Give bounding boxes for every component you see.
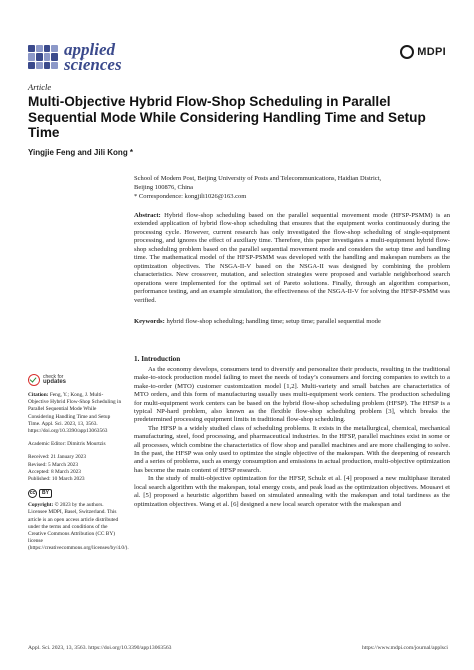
publisher-name: MDPI <box>417 46 446 58</box>
affiliation <box>134 175 454 201</box>
abstract <box>134 212 450 305</box>
journal-logo-icon <box>28 45 58 69</box>
received-date: Received: 21 January 2023 <box>28 454 87 461</box>
copyright-label: Copyright: <box>28 502 54 509</box>
body-paragraph-3: In the study of multi-objective optimization for the HFSP, Schulz et al. [4] proposed a new multiphase iterated local search algorithm with the makespan, total energy costs, and peak load as the optimization objectives. Mousavi et al. [5] proposed a heuristic algorithm based on simulated annealing with the makespan and total tardiness as the optimization objectives. Wang et al. [6] designed a new local search operator with the makespan and <box>134 475 450 508</box>
check-for-updates-badge[interactable] <box>28 374 66 386</box>
copyright-text: © 2023 by the authors. Licensee MDPI, Basel, Switzerland. This article is an open access article distributed under the terms and conditions of the Creative Commons Attribution (CC BY) license (https://creativecommons.org/licenses/by/4.0/). <box>28 502 129 552</box>
affiliation-line1: School of Modern Post, Beijing University of Posts and Telecommunications, Haidian District, <box>134 175 382 182</box>
affiliation-line2: Beijing 100876, China <box>134 183 194 191</box>
copyright-block <box>28 502 129 552</box>
accepted-date: Accepted: 8 March 2023 <box>28 468 81 475</box>
revised-date: Revised: 5 March 2023 <box>28 461 79 468</box>
check-updates-line2: updates <box>43 379 67 385</box>
body-paragraph-2: The HFSP is a widely studied class of scheduling problems. It exists in the metallurgical, chemical, mechanical manufacturing, steel, food processing, and pharmaceutical industries. In the HFSP, parallel machines exist in some or all processes, which combine the characteristics of flow shop and parallel machines and are more challenging to solve. In the past, the HFSP was only used to optimize the single objective of the makespan. With the deepening of research and a series of problems, such as energy consumption and emissions in actual production, multi-objective optimization has become the main content of HFSP research. <box>134 424 450 474</box>
abstract-text: Hybrid flow-shop scheduling based on the parallel sequential movement mode (HFSP-PSMM) is an extended application of hybrid flow-shop scheduling that ensures that the equipment works continuously during the processing cycle. However, current research has only investigated the flow-shop scheduling of single-equipment processing, and ignores the effect of auxiliary time. Therefore, this paper investigates a multi-equipment hybrid flow-shop scheduling problem based on the parallel sequential movement mode and considers the setup time and handling time. The mathematical model of the HFSP-PSMM was developed with the handling and makespan numbers as the optimization objectives. The NSGA-II-V based on the NSGA-II was designed by combining the problem characteristics. New crossover, mutation, and selection strategies were proposed and variable neighborhood search operations were implemented for the optimal set of Pareto solutions. Finally, through an algorithm comparison, performance testing, and an example simulation, the effectiveness of the NSGA-II-V for solving the HFSP-PSMM was verified. <box>134 212 450 304</box>
check-updates-line1: check for <box>43 373 64 380</box>
authors: Yingjie Feng and Jili Kong * <box>28 148 134 157</box>
section-body <box>134 366 450 509</box>
journal-name-line1: applied <box>64 40 115 59</box>
page-footer <box>28 645 448 651</box>
publisher-logo[interactable] <box>400 45 446 59</box>
cc-by-license-icon[interactable] <box>28 489 123 498</box>
dates-block <box>28 454 123 483</box>
journal-logo[interactable] <box>28 42 122 72</box>
paper-title: Multi-Objective Hybrid Flow-Shop Scheduling in Parallel Sequential Mode While Considering Handling Time and Setup Time <box>28 94 426 140</box>
published-date: Published: 10 March 2023 <box>28 476 85 483</box>
article-sidebar <box>28 392 129 559</box>
body-paragraph-1: As the economy develops, consumers tend to diversify and personalize their products, resulting in the traditional make-to-stock production model failing to meet the needs of today’s consumers and forcing companies to switch to a make-to-order (MTO) customer customization model [1,2]. Multi-variety and small batches are characteristics of MTO orders, and this form of manufacturing usually uses multi-equipment work centers. The production scheduling for multi-equipment work centers can be based on the hybrid flow-shop scheduling problem (HFSP). The HFSP is a typical NP-hard problem, also known as the flexible flow-shop scheduling problem [3], which breaks the predetermined processing equipment limits in traditional flow-shop scheduling. <box>134 366 450 424</box>
mdpi-circle-icon <box>400 45 414 59</box>
journal-name-line2: sciences <box>64 55 122 74</box>
keywords-label: Keywords: <box>134 318 165 325</box>
keywords-text: hybrid flow-shop scheduling; handling time; setup time; parallel sequential mode <box>166 318 381 325</box>
by-icon: BY <box>39 489 52 498</box>
correspondence[interactable]: * Correspondence: kongjili1026@163.com <box>134 192 247 200</box>
editor-block: Academic Editor: Dimitris Mourtzis <box>28 441 106 448</box>
article-type: Article <box>28 82 52 92</box>
check-updates-text <box>43 375 66 386</box>
journal-name <box>64 42 122 72</box>
citation-label: Citation: <box>28 392 49 398</box>
citation-text[interactable]: Feng, Y.; Kong, J. Multi-Objective Hybrid Flow-Shop Scheduling in Parallel Sequential Mode While Considering Handling Time and Setup Time. Appl. Sci. 2023, 13, 3563. https://doi.org/10.3390/app13063563 <box>28 392 122 435</box>
section-heading: 1. Introduction <box>134 355 181 363</box>
citation-block <box>28 392 123 435</box>
cc-icon: cc <box>29 490 36 497</box>
footer-journal-link[interactable]: https://www.mdpi.com/journal/applsci <box>361 645 448 651</box>
footer-citation[interactable]: Appl. Sci. 2023, 13, 3563. https://doi.org/10.3390/app13063563 <box>28 645 172 651</box>
abstract-label: Abstract: <box>134 212 161 219</box>
check-updates-icon <box>28 374 40 386</box>
keywords <box>134 318 450 326</box>
